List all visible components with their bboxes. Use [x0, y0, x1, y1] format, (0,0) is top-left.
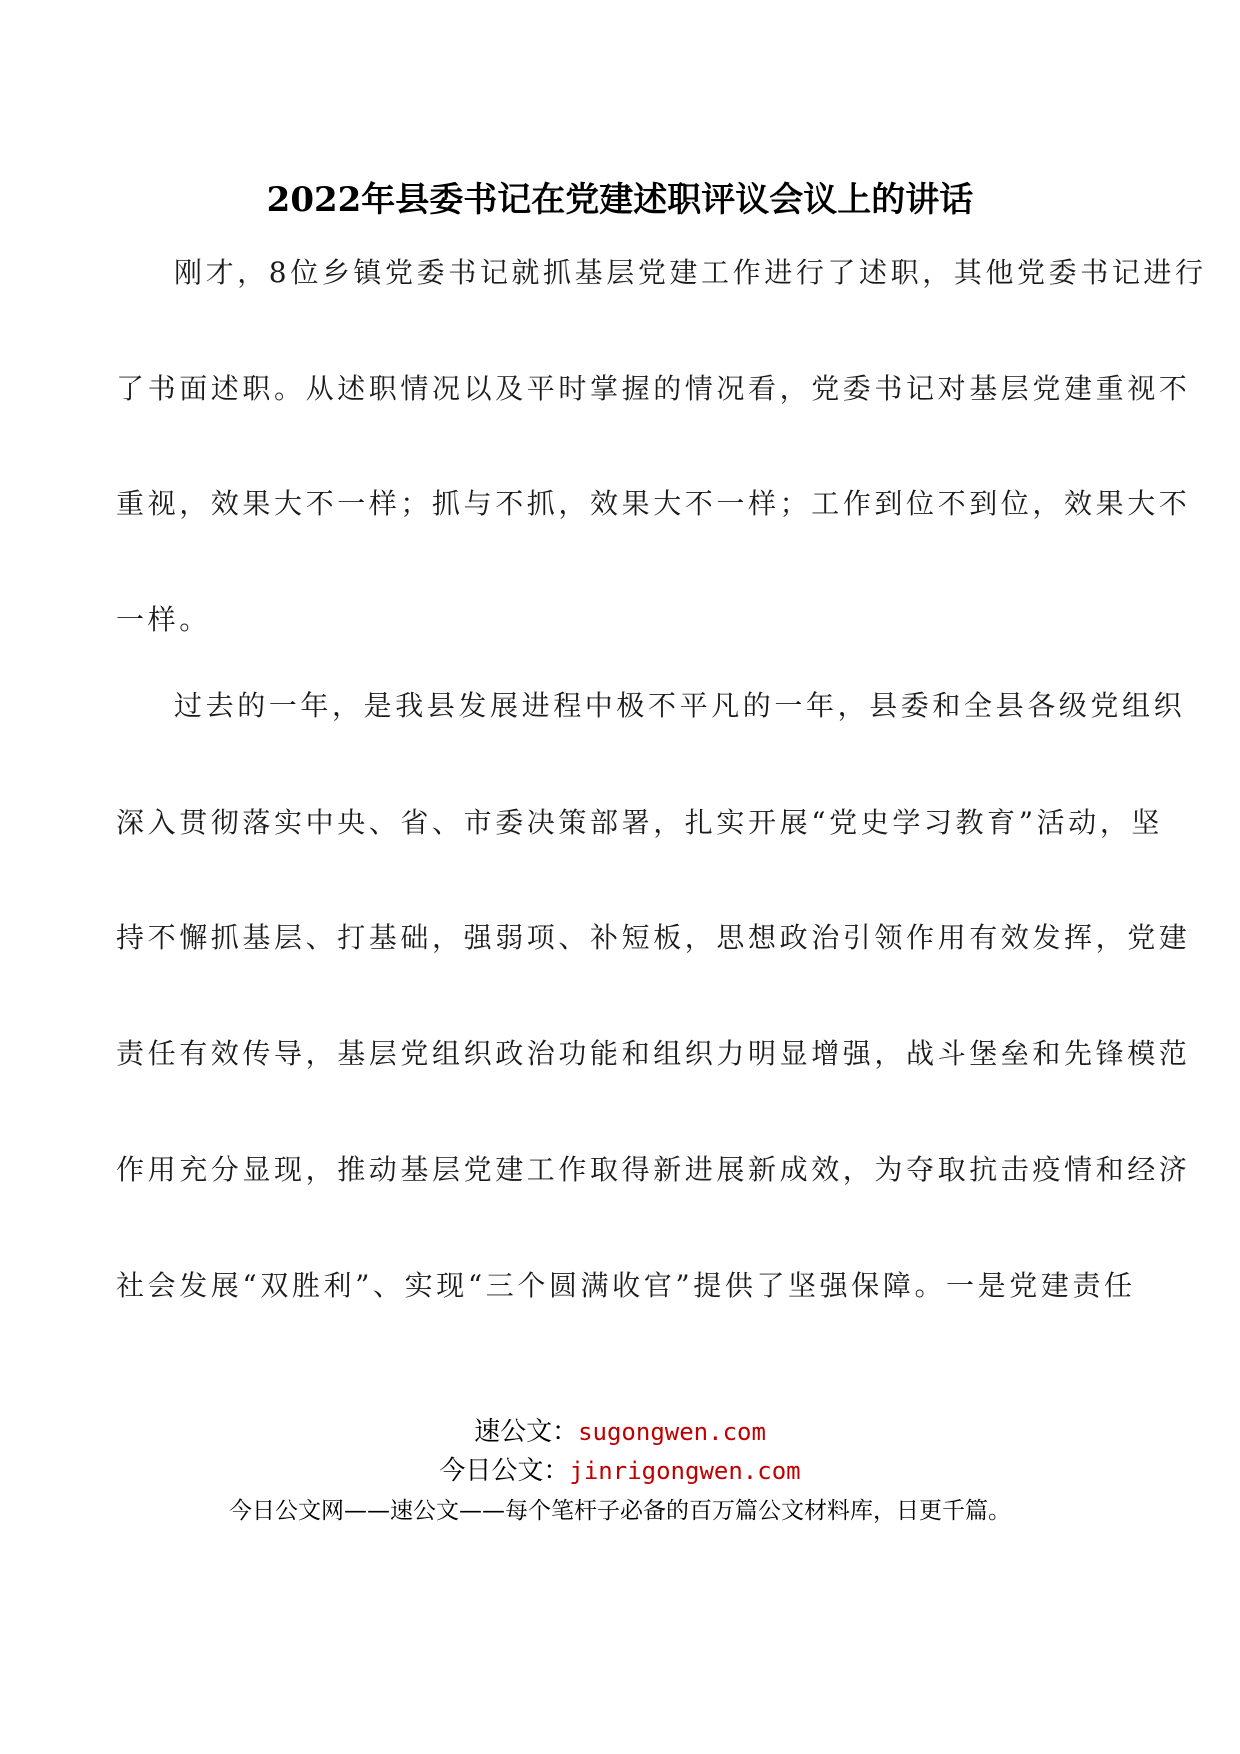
paragraph-2-line-1: 过去的一年，是我县发展进程中极不平凡的一年，县委和全县各级党组织: [174, 689, 1186, 722]
paragraph-2-line-3: 持不懈抓基层、打基础，强弱项、补短板，思想政治引领作用有效发挥，党建: [116, 921, 1191, 954]
paragraph-2-line-2: 深入贯彻落实中央、省、市委决策部署，扎实开展“党史学习教育”活动，坚: [116, 806, 1164, 839]
footer-site-1-label: 速公文：: [474, 1417, 579, 1447]
footer-site-2-label: 今日公文：: [439, 1456, 570, 1486]
paragraph-1-line-3: 重视，效果大不一样；抓与不抓，效果大不一样；工作到位不到位，效果大不: [116, 487, 1191, 520]
paragraph-2-line-5: 作用充分显现，推动基层党建工作取得新进展新成效，为夺取抗击疫情和经济: [116, 1153, 1191, 1186]
footer-slogan: 今日公文网——速公文——每个笔杆子必备的百万篇公文材料库，日更千篇。: [229, 1498, 1011, 1524]
paragraph-2-line-6: 社会发展“双胜利”、实现“三个圆满收官”提供了坚强保障。一是党建责任: [116, 1269, 1136, 1302]
document-title: 2022年县委书记在党建述职评议会议上的讲话: [266, 180, 974, 220]
footer-site-2-link[interactable]: jinrigongwen.com: [569, 1457, 801, 1485]
footer-site-1-link[interactable]: sugongwen.com: [578, 1418, 766, 1446]
paragraph-1-line-4: 一样。: [116, 603, 211, 636]
footer-site-1: [0, 1415, 1240, 1449]
paragraph-1-line-2: 了书面述职。从述职情况以及平时掌握的情况看，党委书记对基层党建重视不: [116, 372, 1191, 405]
paragraph-1-line-1: 刚才，8位乡镇党委书记就抓基层党建工作进行了述职，其他党委书记进行: [174, 256, 1207, 289]
paragraph-2-line-4: 责任有效传导，基层党组织政治功能和组织力明显增强，战斗堡垒和先锋模范: [116, 1037, 1191, 1070]
footer-site-2: [0, 1454, 1240, 1488]
